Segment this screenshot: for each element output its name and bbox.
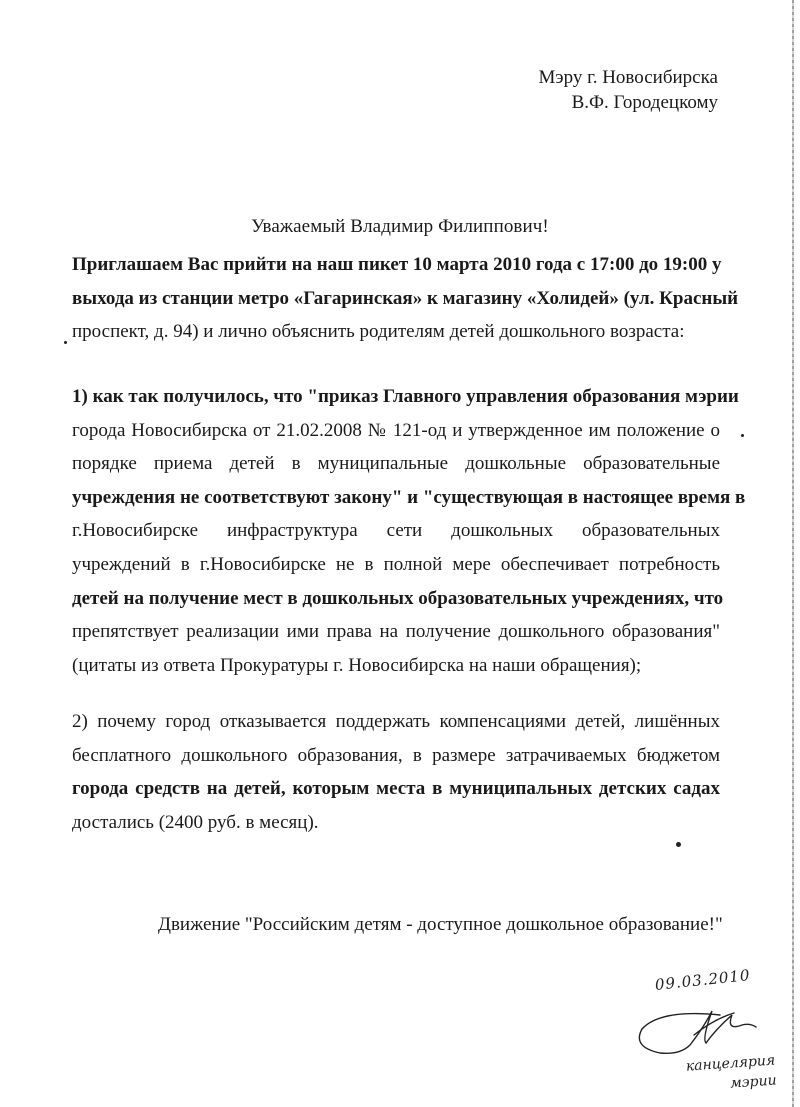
intro-line: проспект, д. 94) и лично объяснить родителям детей дошкольного возраста: [72, 321, 685, 343]
scan-speck [676, 842, 681, 847]
point-1-line: 1) как так получилось, что "приказ Главного управления образования мэрии [72, 386, 739, 407]
point-1-line: препятствует реализации ими права на получение дошкольного образования" [72, 621, 720, 643]
intro-line: Приглашаем Вас прийти на наш пикет 10 марта 2010 года с 17:00 до 19:00 у [72, 254, 722, 275]
scan-speck [64, 341, 67, 344]
point-2-paragraph [72, 705, 720, 839]
point-1-line: г.Новосибирске инфраструктура сети дошкольных образовательных [72, 520, 720, 542]
point-1-line: (цитаты из ответа Прокуратуры г. Новосибирска на наши обращения); [72, 654, 642, 676]
scan-edge-line [792, 0, 794, 1107]
point-2-line: бесплатного дошкольного образования, в размере затрачиваемых бюджетом [72, 744, 720, 766]
addressee-block [539, 65, 718, 115]
point-2-line: достались (2400 руб. в месяц). [72, 811, 319, 833]
point-1-line: детей на получение мест в дошкольных образовательных учреждениях, что [72, 587, 724, 609]
point-1-line: учреждений в г.Новосибирске не в полной мере обеспечивает потребность [72, 553, 720, 575]
signoff: Движение "Российским детям - доступное дошкольное образование!" [158, 914, 723, 935]
addressee-line-2: В.Ф. Городецкому [571, 92, 718, 113]
point-1-paragraph [72, 380, 746, 682]
point-1-line: порядке приема детей в муниципальные дошкольные образовательные [72, 453, 720, 475]
handwritten-date: 09.03.2010 [654, 966, 752, 994]
point-1-line: города Новосибирска от 21.02.2008 № 121-од и утвержденное им положение о [72, 419, 720, 441]
handwritten-note: канцелярия мэрии [685, 1052, 778, 1092]
point-2-line: 2) почему город отказывается поддержать компенсациями детей, лишённых [72, 711, 720, 732]
addressee-line-1: Мэру г. Новосибирска [538, 67, 718, 88]
greeting: Уважаемый Владимир Филиппович! [251, 216, 549, 237]
point-1-line: учреждения не соответствуют закону" и "существующая в настоящее время в [72, 486, 746, 508]
scan-speck [741, 434, 744, 437]
intro-paragraph [72, 248, 739, 349]
point-2-line: города средств на детей, которым места в муниципальных детских садах [72, 778, 720, 800]
intro-line: выхода из станции метро «Гагаринская» к магазину «Холидей» (ул. Красный [72, 287, 739, 309]
